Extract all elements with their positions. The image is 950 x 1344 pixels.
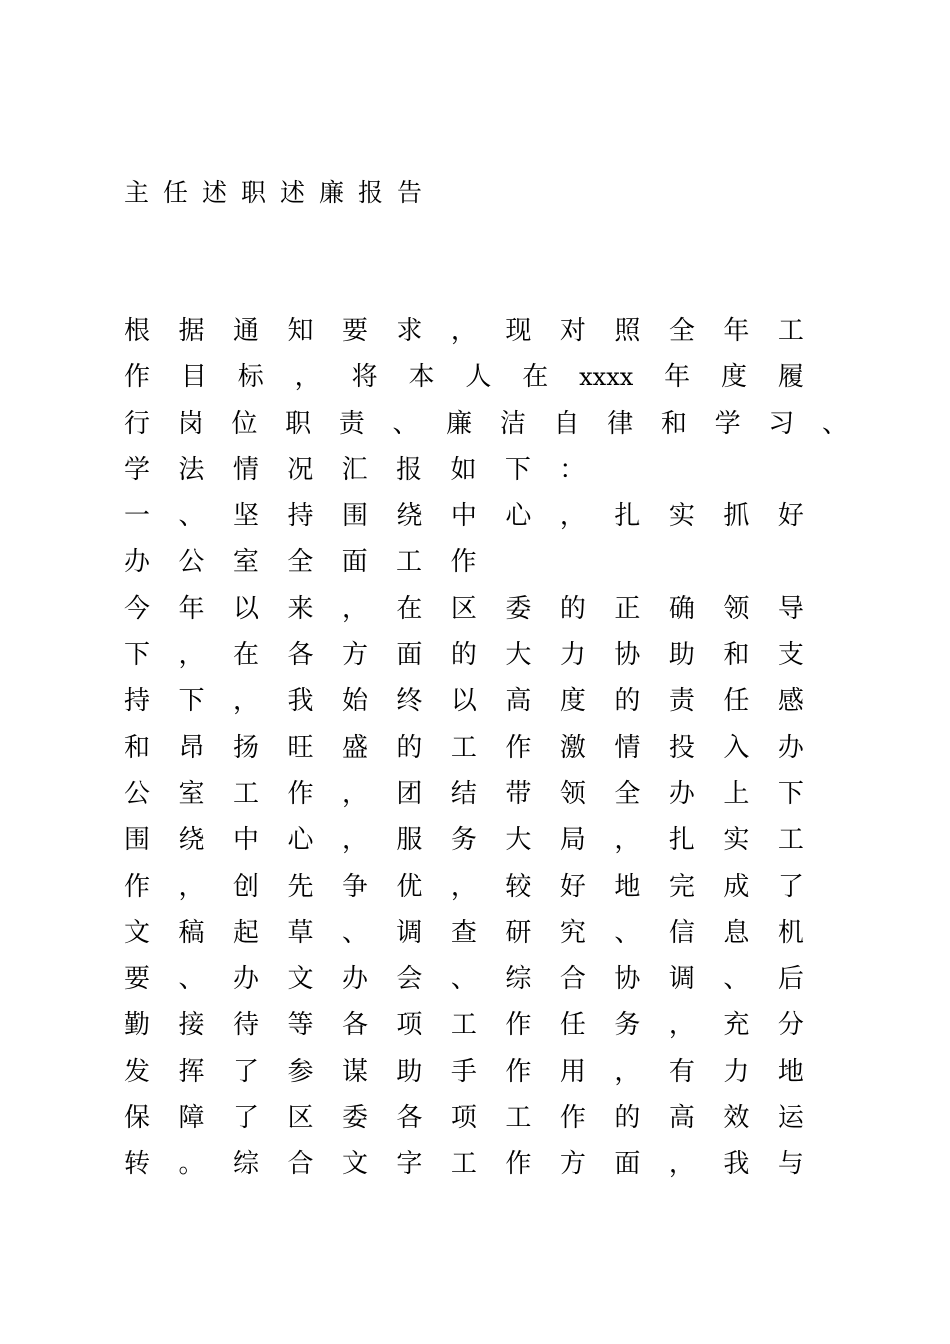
text-char: 作 <box>450 547 477 578</box>
text-char: 下 <box>178 686 205 717</box>
text-char: 效 <box>723 1103 750 1134</box>
text-char: 围 <box>341 501 368 532</box>
text-char: 抓 <box>723 501 750 532</box>
text-line <box>124 401 848 447</box>
text-line <box>124 1002 804 1048</box>
text-char: 情 <box>614 732 641 763</box>
text-char: 保 <box>124 1103 151 1134</box>
text-char: 、 <box>614 917 641 948</box>
text-char: 的 <box>614 1103 641 1134</box>
text-char: 中 <box>232 825 259 856</box>
text-line <box>124 864 804 910</box>
text-char: 通 <box>232 316 259 346</box>
text-char: 投 <box>668 732 695 763</box>
text-char: 始 <box>341 686 368 717</box>
text-line <box>124 539 804 585</box>
text-char: 、 <box>341 917 368 948</box>
text-char: ， <box>450 316 477 346</box>
text-char: 办 <box>668 778 695 809</box>
text-char: 调 <box>396 917 423 948</box>
text-char: 用 <box>559 1056 586 1087</box>
text-char: 本 <box>408 362 435 393</box>
text-char: 息 <box>723 917 750 948</box>
text-char: 发 <box>124 1056 151 1087</box>
text-char: 研 <box>505 917 532 948</box>
text-char: 公 <box>178 547 205 578</box>
text-char: 勤 <box>124 1010 151 1041</box>
text-char: 和 <box>660 408 687 439</box>
text-char: 。 <box>178 1149 205 1180</box>
text-char: 工 <box>450 732 477 763</box>
text-char: 文 <box>124 917 151 948</box>
text-char: 坚 <box>232 501 259 532</box>
text-char: 的 <box>450 640 477 671</box>
text-char: 心 <box>505 501 532 532</box>
text-char: 据 <box>178 316 205 346</box>
text-char: 入 <box>723 732 750 763</box>
text-char: 心 <box>287 825 314 856</box>
text-char: 的 <box>559 593 586 624</box>
text-char: 成 <box>723 871 750 902</box>
text-char: 稿 <box>178 917 205 948</box>
text-char: 务 <box>450 825 477 856</box>
text-char: 年 <box>178 593 205 624</box>
text-char: 支 <box>777 640 804 671</box>
text-char: 在 <box>522 362 549 393</box>
text-char: 转 <box>124 1149 151 1180</box>
text-char: 方 <box>559 1149 586 1180</box>
text-char: 高 <box>505 686 532 717</box>
text-char: 年 <box>664 362 691 393</box>
text-char: 工 <box>232 778 259 809</box>
text-char: 委 <box>505 593 532 624</box>
text-char: 地 <box>777 1056 804 1087</box>
text-char: 在 <box>232 640 259 671</box>
text-char: 我 <box>723 1149 750 1180</box>
text-char: 下 <box>504 454 531 485</box>
text-char: 务 <box>614 1010 641 1041</box>
text-char: ， <box>559 501 586 532</box>
text-char: 学 <box>124 454 151 485</box>
text-char: 来 <box>287 593 314 624</box>
text-char: 、 <box>723 964 750 995</box>
text-char: 区 <box>287 1103 314 1134</box>
text-char: 究 <box>559 917 586 948</box>
text-char: 办 <box>232 964 259 995</box>
text-char: 委 <box>341 1103 368 1134</box>
text-char: 局 <box>559 825 586 856</box>
text-char: xxxx <box>579 363 634 392</box>
text-line <box>124 678 804 724</box>
text-char: 领 <box>559 778 586 809</box>
text-char: 年 <box>723 316 750 346</box>
text-char: 责 <box>338 408 365 439</box>
text-char: 在 <box>396 593 423 624</box>
text-char: 接 <box>178 1010 205 1041</box>
text-char: 分 <box>777 1010 804 1041</box>
text-char: ， <box>178 871 205 902</box>
text-char: 先 <box>287 871 314 902</box>
text-char: 工 <box>450 1010 477 1041</box>
text-char: 汇 <box>341 454 368 485</box>
text-char: 、 <box>178 501 205 532</box>
text-char: 项 <box>450 1103 477 1134</box>
text-char: 作 <box>124 362 151 393</box>
text-char: 的 <box>614 686 641 717</box>
text-line <box>124 725 804 771</box>
text-char: 障 <box>178 1103 205 1134</box>
text-char: 和 <box>124 732 151 763</box>
text-char: 度 <box>721 362 748 393</box>
text-char: 学 <box>714 408 741 439</box>
text-char: 终 <box>396 686 423 717</box>
text-char: 大 <box>505 825 532 856</box>
text-char: 实 <box>668 501 695 532</box>
text-char: 协 <box>614 640 641 671</box>
text-char: 查 <box>450 917 477 948</box>
text-char: 、 <box>392 408 419 439</box>
text-char: ， <box>614 1056 641 1087</box>
text-char: 任 <box>559 1010 586 1041</box>
text-char: 文 <box>341 1149 368 1180</box>
text-char: 起 <box>232 917 259 948</box>
text-char: 持 <box>287 501 314 532</box>
text-line <box>124 817 804 863</box>
text-char: 根 <box>124 316 151 346</box>
text-char: 绕 <box>396 501 423 532</box>
text-char: 作 <box>124 871 151 902</box>
text-char: 、 <box>450 964 477 995</box>
text-char: 作 <box>505 732 532 763</box>
text-char: 办 <box>124 547 151 578</box>
text-char: 如 <box>450 454 477 485</box>
text-char: 自 <box>553 408 580 439</box>
text-line <box>124 586 804 632</box>
text-char: 好 <box>777 501 804 532</box>
text-char: 助 <box>668 640 695 671</box>
text-char: 盛 <box>341 732 368 763</box>
text-char: 助 <box>396 1056 423 1087</box>
text-char: 况 <box>287 454 314 485</box>
text-char: 扎 <box>668 825 695 856</box>
text-char: 旺 <box>287 732 314 763</box>
text-char: ， <box>232 686 259 717</box>
text-char: 了 <box>232 1103 259 1134</box>
text-char: ， <box>341 825 368 856</box>
text-char: 作 <box>505 1010 532 1041</box>
text-char: 信 <box>668 917 695 948</box>
text-char: 服 <box>396 825 423 856</box>
text-char: 综 <box>232 1149 259 1180</box>
text-char: 围 <box>124 825 151 856</box>
text-char: 谋 <box>341 1056 368 1087</box>
text-char: 目 <box>180 362 207 393</box>
text-char: 责 <box>668 686 695 717</box>
text-char: 合 <box>287 1149 314 1180</box>
text-char: 以 <box>232 593 259 624</box>
text-char: 作 <box>287 778 314 809</box>
text-char: 好 <box>559 871 586 902</box>
text-char: 后 <box>777 964 804 995</box>
text-char: 全 <box>287 547 314 578</box>
text-char: 手 <box>450 1056 477 1087</box>
text-char: 公 <box>124 778 151 809</box>
text-char: 感 <box>777 686 804 717</box>
text-char: 作 <box>505 1149 532 1180</box>
text-line <box>124 1095 804 1141</box>
text-char: 区 <box>450 593 477 624</box>
text-line <box>124 771 804 817</box>
text-char: 挥 <box>178 1056 205 1087</box>
text-char: 作 <box>505 1056 532 1087</box>
text-char: ， <box>341 593 368 624</box>
text-char: 较 <box>505 871 532 902</box>
text-char: 带 <box>505 778 532 809</box>
text-char: 地 <box>614 871 641 902</box>
text-char: 要 <box>341 316 368 346</box>
text-char: 求 <box>396 316 423 346</box>
text-char: 室 <box>178 778 205 809</box>
text-char: 持 <box>124 686 151 717</box>
text-char: 力 <box>559 640 586 671</box>
text-line <box>124 910 804 956</box>
text-char: 机 <box>777 917 804 948</box>
text-char: 争 <box>341 871 368 902</box>
text-char: 下 <box>124 640 151 671</box>
text-char: 实 <box>723 825 750 856</box>
text-char: 面 <box>396 640 423 671</box>
text-char: 履 <box>777 362 804 393</box>
text-char: 、 <box>821 408 848 439</box>
text-char: ， <box>294 362 321 393</box>
text-char: 室 <box>232 547 259 578</box>
text-char: 昂 <box>178 732 205 763</box>
text-char: 优 <box>396 871 423 902</box>
text-char: 洁 <box>499 408 526 439</box>
text-char: 作 <box>559 1103 586 1134</box>
text-char: 今 <box>124 593 151 624</box>
text-char: 高 <box>668 1103 695 1134</box>
text-char: 知 <box>287 316 314 346</box>
text-char: ： <box>559 454 586 485</box>
text-char: 文 <box>287 964 314 995</box>
text-char: 律 <box>607 408 634 439</box>
text-char: 习 <box>768 408 795 439</box>
text-char: 工 <box>505 1103 532 1134</box>
text-char: 完 <box>668 871 695 902</box>
text-char: 工 <box>777 316 804 346</box>
text-char: 扬 <box>232 732 259 763</box>
text-char: 团 <box>396 778 423 809</box>
text-char: 、 <box>178 964 205 995</box>
text-char: 任 <box>723 686 750 717</box>
text-char: 导 <box>777 593 804 624</box>
text-char: ， <box>668 1149 695 1180</box>
text-line <box>124 632 804 678</box>
text-char: 对 <box>559 316 586 346</box>
text-char: 廉 <box>446 408 473 439</box>
text-char: 全 <box>668 316 695 346</box>
text-char: 绕 <box>178 825 205 856</box>
text-char: 情 <box>232 454 259 485</box>
text-char: 职 <box>285 408 312 439</box>
text-char: 扎 <box>614 501 641 532</box>
text-char: 位 <box>231 408 258 439</box>
text-line <box>124 308 804 354</box>
text-char: ， <box>614 825 641 856</box>
text-char: 以 <box>450 686 477 717</box>
text-char: 岗 <box>177 408 204 439</box>
text-line <box>124 354 804 400</box>
text-char: 方 <box>341 640 368 671</box>
text-char: 运 <box>777 1103 804 1134</box>
text-char: 字 <box>396 1149 423 1180</box>
text-line <box>124 1141 804 1187</box>
text-char: 激 <box>559 732 586 763</box>
text-char: 项 <box>396 1010 423 1041</box>
text-char: 办 <box>777 732 804 763</box>
text-char: 了 <box>232 1056 259 1087</box>
text-char: 要 <box>124 964 151 995</box>
text-char: 等 <box>287 1010 314 1041</box>
text-char: ， <box>668 1010 695 1041</box>
text-char: 工 <box>777 825 804 856</box>
text-char: 一 <box>124 501 151 532</box>
text-char: 领 <box>723 593 750 624</box>
text-char: 人 <box>465 362 492 393</box>
text-char: 行 <box>124 408 151 439</box>
text-char: 现 <box>505 316 532 346</box>
text-char: ， <box>178 640 205 671</box>
text-char: 各 <box>341 1010 368 1041</box>
text-char: 与 <box>777 1149 804 1180</box>
text-char: 结 <box>450 778 477 809</box>
text-char: 协 <box>614 964 641 995</box>
text-char: 待 <box>232 1010 259 1041</box>
text-char: 面 <box>614 1149 641 1180</box>
text-char: 度 <box>559 686 586 717</box>
text-char: 创 <box>232 871 259 902</box>
text-char: 各 <box>396 1103 423 1134</box>
text-char: 有 <box>668 1056 695 1087</box>
text-line <box>124 956 804 1002</box>
text-line <box>124 447 804 493</box>
document-body <box>124 308 848 1188</box>
text-char: 面 <box>341 547 368 578</box>
text-char: 照 <box>614 316 641 346</box>
text-char: 草 <box>287 917 314 948</box>
text-char: 标 <box>237 362 264 393</box>
text-char: 报 <box>396 454 423 485</box>
text-char: 确 <box>668 593 695 624</box>
text-char: 办 <box>341 964 368 995</box>
text-char: 充 <box>723 1010 750 1041</box>
text-line <box>124 493 804 539</box>
text-char: 大 <box>505 640 532 671</box>
text-char: 正 <box>614 593 641 624</box>
text-char: 和 <box>723 640 750 671</box>
text-char: 全 <box>614 778 641 809</box>
text-char: 综 <box>505 964 532 995</box>
text-char: 法 <box>178 454 205 485</box>
text-char: 的 <box>396 732 423 763</box>
text-char: 我 <box>287 686 314 717</box>
text-char: 参 <box>287 1056 314 1087</box>
text-line <box>124 1049 804 1095</box>
text-char: 调 <box>668 964 695 995</box>
text-char: 上 <box>723 778 750 809</box>
text-char: 工 <box>396 547 423 578</box>
text-char: 会 <box>396 964 423 995</box>
text-char: 工 <box>450 1149 477 1180</box>
text-char: 了 <box>777 871 804 902</box>
text-char: 下 <box>777 778 804 809</box>
text-char: ， <box>450 871 477 902</box>
text-char: 将 <box>351 362 378 393</box>
document-title: 主任述职述廉报告 <box>124 178 437 207</box>
text-char: 中 <box>450 501 477 532</box>
text-char: ， <box>341 778 368 809</box>
text-char: 力 <box>723 1056 750 1087</box>
text-char: 各 <box>287 640 314 671</box>
text-char: 合 <box>559 964 586 995</box>
